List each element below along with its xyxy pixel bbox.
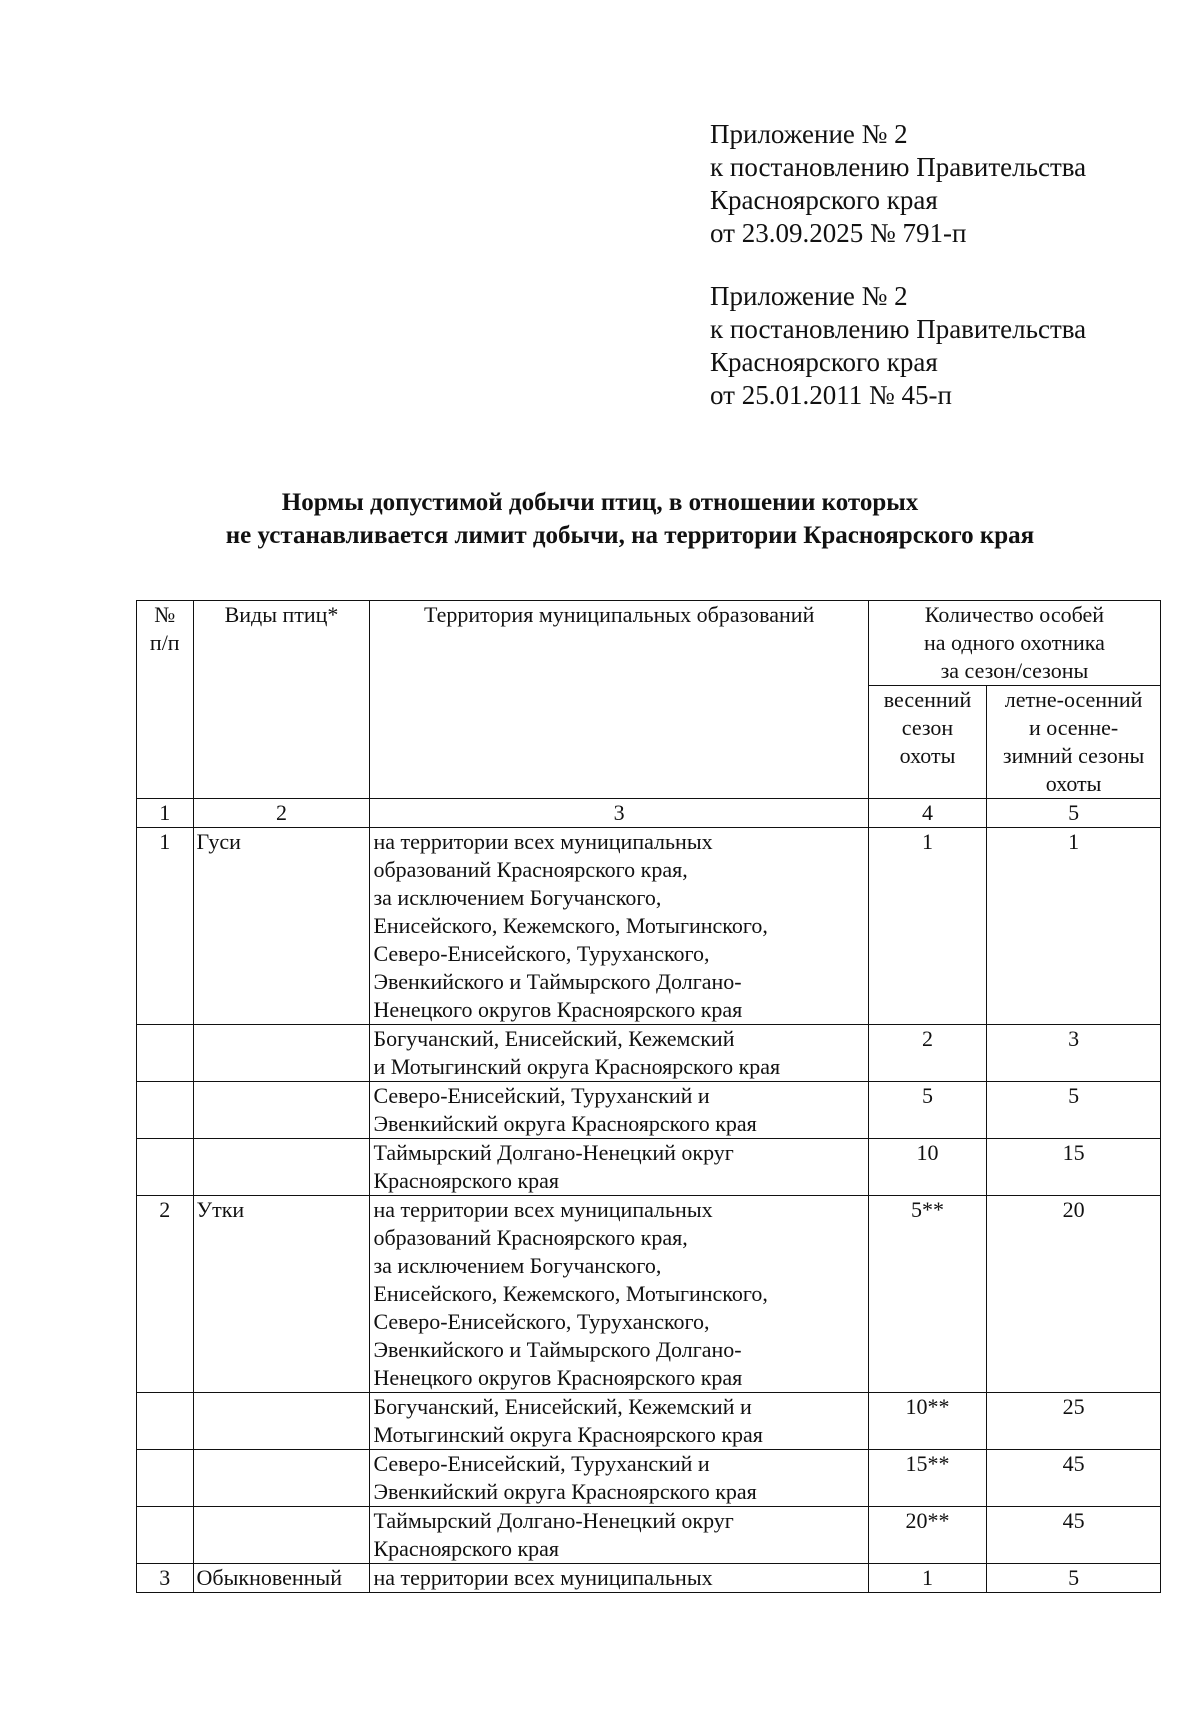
spring-quota-cell: 5** <box>868 1196 986 1393</box>
appendix-line: от 23.09.2025 № 791-п <box>710 218 967 248</box>
column-number: 3 <box>370 799 868 828</box>
territory-cell <box>370 1450 868 1507</box>
header-species: Виды птиц* <box>193 601 370 799</box>
row-number-cell <box>137 1507 194 1564</box>
territory-line: Ненецкого округов Красноярского края <box>373 997 743 1022</box>
territory-line: Красноярского края <box>373 1168 560 1193</box>
species-cell: Гуси <box>193 828 370 1025</box>
column-number: 2 <box>193 799 370 828</box>
territory-line: за исключением Богучанского, <box>373 1253 662 1278</box>
row-number-cell <box>137 1025 194 1082</box>
header-territory: Территория муниципальных образований <box>370 601 868 799</box>
territory-line: на территории всех муниципальных <box>373 1565 713 1590</box>
appendix-line: от 25.01.2011 № 45-п <box>710 380 952 410</box>
header-autumn-line: зимний сезоны <box>1002 743 1145 768</box>
territory-line: Таймырский Долгано-Ненецкий округ <box>373 1140 734 1165</box>
title-line-1: Нормы допустимой добычи птиц, в отношении которых <box>281 489 919 516</box>
territory-line: Северо-Енисейский, Туруханский и <box>373 1083 710 1108</box>
territory-line: и Мотыгинский округа Красноярского края <box>373 1054 781 1079</box>
autumn-quota-cell: 15 <box>987 1139 1161 1196</box>
territory-cell <box>370 1564 868 1593</box>
header-autumn-line: летне-осенний <box>1004 687 1143 712</box>
document-title <box>0 486 1200 552</box>
territory-cell <box>370 1082 868 1139</box>
territory-line: за исключением Богучанского, <box>373 885 662 910</box>
autumn-quota-cell: 5 <box>987 1564 1161 1593</box>
table-row <box>137 1196 1161 1393</box>
header-spring-line: охоты <box>899 743 956 768</box>
appendix-line: Приложение № 2 <box>710 281 908 311</box>
column-number: 1 <box>137 799 194 828</box>
species-cell <box>193 1082 370 1139</box>
table-row <box>137 1393 1161 1450</box>
row-number-cell: 1 <box>137 828 194 1025</box>
territory-line: Красноярского края <box>373 1536 560 1561</box>
row-number-cell <box>137 1393 194 1450</box>
territory-cell <box>370 828 868 1025</box>
header-quantity-line: за сезон/сезоны <box>940 658 1089 683</box>
header-autumn-line: и осенне- <box>1028 715 1119 740</box>
autumn-quota-cell: 5 <box>987 1082 1161 1139</box>
territory-line: Богучанский, Енисейский, Кежемский и <box>373 1394 752 1419</box>
territory-line: Северо-Енисейский, Туруханский и <box>373 1451 710 1476</box>
header-spring-line: весенний <box>883 687 972 712</box>
species-cell <box>193 1025 370 1082</box>
table-row <box>137 1139 1161 1196</box>
territory-line: Богучанский, Енисейский, Кежемский <box>373 1026 735 1051</box>
hunting-norms-table <box>136 600 1161 1593</box>
territory-line: образований Красноярского края, <box>373 857 688 882</box>
row-number-cell <box>137 1450 194 1507</box>
territory-line: на территории всех муниципальных <box>373 829 713 854</box>
appendix-note-original <box>710 280 1170 412</box>
spring-quota-cell: 1 <box>868 828 986 1025</box>
appendix-line: Красноярского края <box>710 347 938 377</box>
territory-line: Эвенкийский округа Красноярского края <box>373 1111 757 1136</box>
table-row <box>137 828 1161 1025</box>
header-quantity <box>868 601 1160 686</box>
column-number: 5 <box>987 799 1161 828</box>
species-cell: Утки <box>193 1196 370 1393</box>
territory-line: на территории всех муниципальных <box>373 1197 713 1222</box>
appendix-line: к постановлению Правительства <box>710 152 1087 182</box>
title-line-2: не устанавливается лимит добычи, на территории Красноярского края <box>225 522 1035 549</box>
territory-cell <box>370 1393 868 1450</box>
appendix-note-current <box>710 118 1170 250</box>
territory-cell <box>370 1025 868 1082</box>
row-number-cell <box>137 1082 194 1139</box>
header-num-line: п/п <box>149 630 180 655</box>
column-number: 4 <box>868 799 986 828</box>
table-row <box>137 1507 1161 1564</box>
territory-cell <box>370 1196 868 1393</box>
appendix-line: Красноярского края <box>710 185 938 215</box>
territory-line: Мотыгинский округа Красноярского края <box>373 1422 763 1447</box>
autumn-quota-cell: 1 <box>987 828 1161 1025</box>
header-spring-season <box>868 686 986 799</box>
species-cell <box>193 1139 370 1196</box>
header-spring-line: сезон <box>901 715 954 740</box>
spring-quota-cell: 15** <box>868 1450 986 1507</box>
territory-line: Таймырский Долгано-Ненецкий округ <box>373 1508 734 1533</box>
territory-line: Енисейского, Кежемского, Мотыгинского, <box>373 1281 768 1306</box>
header-autumn-season <box>987 686 1161 799</box>
autumn-quota-cell: 20 <box>987 1196 1161 1393</box>
territory-cell <box>370 1139 868 1196</box>
autumn-quota-cell: 45 <box>987 1450 1161 1507</box>
header-num-line: № <box>154 602 176 627</box>
species-cell <box>193 1507 370 1564</box>
territory-line: Северо-Енисейского, Туруханского, <box>373 1309 710 1334</box>
territory-cell <box>370 1507 868 1564</box>
table-row <box>137 1082 1161 1139</box>
spring-quota-cell: 20** <box>868 1507 986 1564</box>
column-number-row <box>137 799 1161 828</box>
table-body <box>137 601 1161 1593</box>
territory-line: Северо-Енисейского, Туруханского, <box>373 941 710 966</box>
territory-line: Эвенкийский округа Красноярского края <box>373 1479 757 1504</box>
appendix-line: к постановлению Правительства <box>710 314 1087 344</box>
spring-quota-cell: 2 <box>868 1025 986 1082</box>
autumn-quota-cell: 3 <box>987 1025 1161 1082</box>
row-number-cell: 2 <box>137 1196 194 1393</box>
spring-quota-cell: 10 <box>868 1139 986 1196</box>
species-cell <box>193 1393 370 1450</box>
header-row <box>137 601 1161 686</box>
territory-line: образований Красноярского края, <box>373 1225 688 1250</box>
row-number-cell: 3 <box>137 1564 194 1593</box>
territory-line: Енисейского, Кежемского, Мотыгинского, <box>373 913 768 938</box>
territory-line: Эвенкийского и Таймырского Долгано- <box>373 969 742 994</box>
spring-quota-cell: 10** <box>868 1393 986 1450</box>
table-row <box>137 1564 1161 1593</box>
autumn-quota-cell: 25 <box>987 1393 1161 1450</box>
header-quantity-line: Количество особей <box>924 602 1105 627</box>
header-quantity-line: на одного охотника <box>923 630 1105 655</box>
header-autumn-line: охоты <box>1045 771 1102 796</box>
table-row <box>137 1025 1161 1082</box>
territory-line: Ненецкого округов Красноярского края <box>373 1365 743 1390</box>
species-cell <box>193 1450 370 1507</box>
autumn-quota-cell: 45 <box>987 1507 1161 1564</box>
appendix-line: Приложение № 2 <box>710 119 908 149</box>
territory-line: Эвенкийского и Таймырского Долгано- <box>373 1337 742 1362</box>
species-cell: Обыкновенный <box>193 1564 370 1593</box>
row-number-cell <box>137 1139 194 1196</box>
spring-quota-cell: 5 <box>868 1082 986 1139</box>
header-num <box>137 601 194 799</box>
table-row <box>137 1450 1161 1507</box>
spring-quota-cell: 1 <box>868 1564 986 1593</box>
